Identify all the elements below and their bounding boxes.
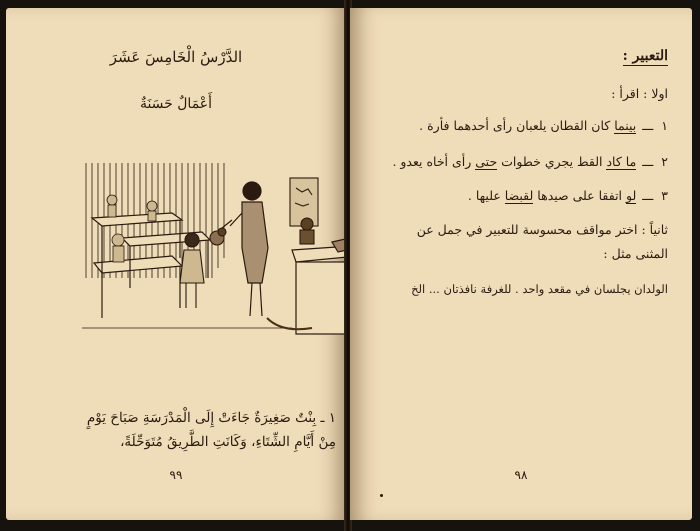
exercise-item-3: ٣ـــلو اتفقا على صيدها لقبضا عليها . <box>467 188 668 203</box>
wall-window <box>290 178 318 244</box>
lesson-title: الدَّرْسُ الْخَامِسَ عَشَرَ <box>109 48 243 66</box>
story-number: ١ <box>328 410 336 426</box>
story-text-1: ـ بِنْتٌ صَغِيرَةٌ جَاءَتْ إِلَى الْمَدْرَسَةِ صَبَاحَ يَوْمٍ <box>86 410 325 426</box>
item-3-text-mid: اتفقا على صيدها <box>533 188 626 203</box>
story-line-1 <box>28 406 336 430</box>
item-2-text-mid: القط يجري خطوات <box>497 154 607 169</box>
teacher <box>222 182 268 316</box>
lesson-subtitle: أَعْمَالٌ حَسَنَةٌ <box>139 96 213 112</box>
teacher-desk <box>292 238 346 334</box>
item-2-number: ٢ <box>661 154 668 169</box>
item-3-number: ٣ <box>661 188 668 203</box>
item-2-keyword-2: حتى <box>475 154 498 169</box>
seated-children <box>107 195 157 262</box>
item-2-text: رأى أخاه يعدو . <box>392 154 476 169</box>
section-2-line-2: المثنى مثل : <box>603 246 668 261</box>
section-1-label: اولا : اقرأ : <box>611 86 668 101</box>
section-heading: التعبير : <box>622 48 668 64</box>
story-line-2: مِنْ أَيَّامِ الشِّتَاءِ، وَكَانَتِ الطَّرِيقُ مُتَوَحِّلَةً، <box>120 434 336 450</box>
item-1-number: ١ <box>661 118 668 133</box>
left-page <box>6 8 346 520</box>
page-number-left: ٩٩ <box>169 468 183 482</box>
item-3-text: عليها . <box>467 188 505 203</box>
ink-dot <box>380 494 383 497</box>
item-3-keyword-2: لقبضا <box>504 188 534 203</box>
section-2-line-1: ثانياً : اختر مواقف محسوسة للتعبير في جمل عن <box>416 222 668 237</box>
right-page <box>350 8 692 520</box>
item-2-keyword: ما كاد <box>606 154 637 169</box>
example-line: الولدان يجلسان في مقعد واحد . للغرفة نافذتان ... الخ <box>411 282 668 296</box>
exercise-item-1: ١ـــبينما كان القطان يلعبان رأى أحدهما فأرة . <box>419 118 668 133</box>
classroom-illustration-icon <box>82 158 346 343</box>
item-1-text: كان القطان يلعبان رأى أحدهما فأرة . <box>419 118 615 133</box>
exercise-item-2: ٢ـــما كاد القط يجري خطوات حتى رأى أخاه يعدو . <box>392 154 668 169</box>
page-number-right: ٩٨ <box>514 468 528 482</box>
item-1-keyword: بينما <box>614 118 637 133</box>
story-paragraph <box>28 406 336 454</box>
item-3-keyword: لو <box>626 188 637 203</box>
